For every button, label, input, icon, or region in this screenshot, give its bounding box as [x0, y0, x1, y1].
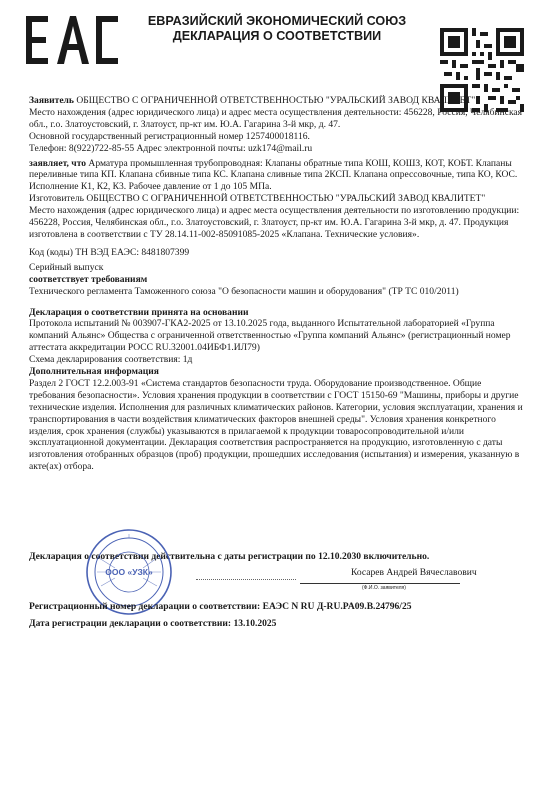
header-declaration-title: ДЕКЛАРАЦИЯ О СООТВЕТСТВИИ: [172, 29, 382, 43]
additional-label: [29, 366, 526, 378]
header-union-title: ЕВРАЗИЙСКИЙ ЭКОНОМИЧЕСКИЙ СОЮЗ: [147, 14, 407, 28]
additional-info: Раздел 2 ГОСТ 12.2.003-91 «Система стандартов безопасности труда. Оборудование производственное. Общие требования безопасности». Условия хранения продукции в соответствии с ГОСТ 15150-69 "Машины, приборы и другие технические изделия. Исполнения для различных климатических районов. Категории, условия эксплуатации, хранения и транспортирования в части воздействия климатических факторов внешней среды". Условия хранения конкретного изделия, срок хранения (службы) указываются в прилагаемой к продукции товаросопроводительной и/или эксплуатационной документации. Декларация соответствия распространяется на продукцию, изготовленную с даты изготовления отобранных образцов (проб) продукции, прошедших исследования (испытания) и измерения, указанную в акте(ах) отбора.: [29, 377, 523, 473]
applicant-ogrn: Основной государственный регистрационный номер 1257400018116.: [29, 130, 310, 142]
declaration-body: [29, 95, 526, 473]
validity-text: Декларация о соответствии действительна с даты регистрации по 12.10.2030 включительно.: [29, 551, 430, 562]
manufacturer-name: Изготовитель ОБЩЕСТВО С ОГРАНИЧЕННОЙ ОТВЕТСТВЕННОСТЬЮ "УРАЛЬСКИЙ ЗАВОД КВАЛИТЕТ": [29, 193, 486, 205]
conforms-label-text: соответствует требованиям: [29, 273, 148, 285]
tnved-code: Код (коды) ТН ВЭД ЕАЭС: 8481807399: [29, 246, 190, 258]
conforms-label: [29, 274, 526, 286]
serial-production: Серийный выпуск: [29, 261, 104, 273]
basis-label: [29, 307, 526, 319]
basis-label-text: Декларация о соответствии принята на основании: [29, 306, 249, 318]
eac-logo: [24, 12, 120, 68]
applicant-contacts: Телефон: 8(922)722-85-55 Адрес электронной почты: uzk174@mail.ru: [29, 142, 313, 154]
applicant-name: ОБЩЕСТВО С ОГРАНИЧЕННОЙ ОТВЕТСТВЕННОСТЬЮ "УРАЛЬСКИЙ ЗАВОД КВАЛИТЕТ": [76, 95, 476, 106]
signatory-caption: (Ф.И.О. заявителя): [362, 585, 406, 591]
signatory-underline: [300, 583, 460, 584]
registration-date: Дата регистрации декларации о соответствии: 13.10.2025: [29, 618, 277, 629]
signatory-name: Косарев Андрей Вячеславович: [351, 567, 477, 578]
declaration-scheme: Схема декларирования соответствия: 1д: [29, 354, 193, 366]
document-header: [122, 14, 432, 44]
test-protocol: Протокола испытаний № 003907-ГКА2-2025 от 13.10.2025 года, выданного Испытательной лабораторией «Группа компаний Альянс» Общества с ограниченной ответственностью «Группа компаний Альянс» (регистрационный номер аттестата аккредитации РОСС RU.32001.04ИБФ1.ИЛ79): [29, 318, 511, 354]
stamp-center-text: ООО «УЗК»: [105, 567, 153, 577]
applicant-label: Заявитель: [29, 95, 74, 106]
signature-line: [196, 579, 296, 580]
declares-label: заявляет, что: [29, 157, 87, 169]
applicant-block: [29, 95, 526, 107]
additional-label-text: Дополнительная информация: [29, 366, 159, 378]
registration-number: Регистрационный номер декларации о соответствии: ЕАЭС N RU Д-RU.PA09.B.24796/25: [29, 601, 412, 612]
manufacturer-address: Место нахождения (адрес юридического лица) и адрес места осуществления деятельности по изготовлению продукции: 456228, Россия, Челябинская обл., г.о. Златоустовский, г. Златоуст, пр-кт им. Ю.А. Гагарина 3-й мкр, д. 47. Продукция изготовлена в соответствии с ТУ 28.14.11-002-85091085-2025 «Клапана. Технические условия».: [29, 205, 520, 240]
regulation-reference: Технического регламента Таможенного союза "О безопасности машин и оборудования" (ТР ТС 010/2011): [29, 285, 459, 297]
declares-block: [29, 158, 526, 194]
product-description: Арматура промышленная трубопроводная: Клапаны обратные типа КОШ, КОШЗ, КОТ, КОБТ. Клапаны переливные типа КП. Клапана сбивные типа КС. Клапана сливные типа 2КСП. Клапана опрессовочные, типа КО, КОС. Исполнение К1, К2, К3. Рабочее давление от 1 до 105 МПа.: [29, 157, 518, 193]
applicant-address: Место нахождения (адрес юридического лица) и адрес места осуществления деятельности: 456228, Россия, Челябинская обл., г.о. Златоустовский, г. Златоуст, пр-кт им. Ю.А. Гагарина 3-й мкр, д. 47.: [29, 106, 523, 130]
